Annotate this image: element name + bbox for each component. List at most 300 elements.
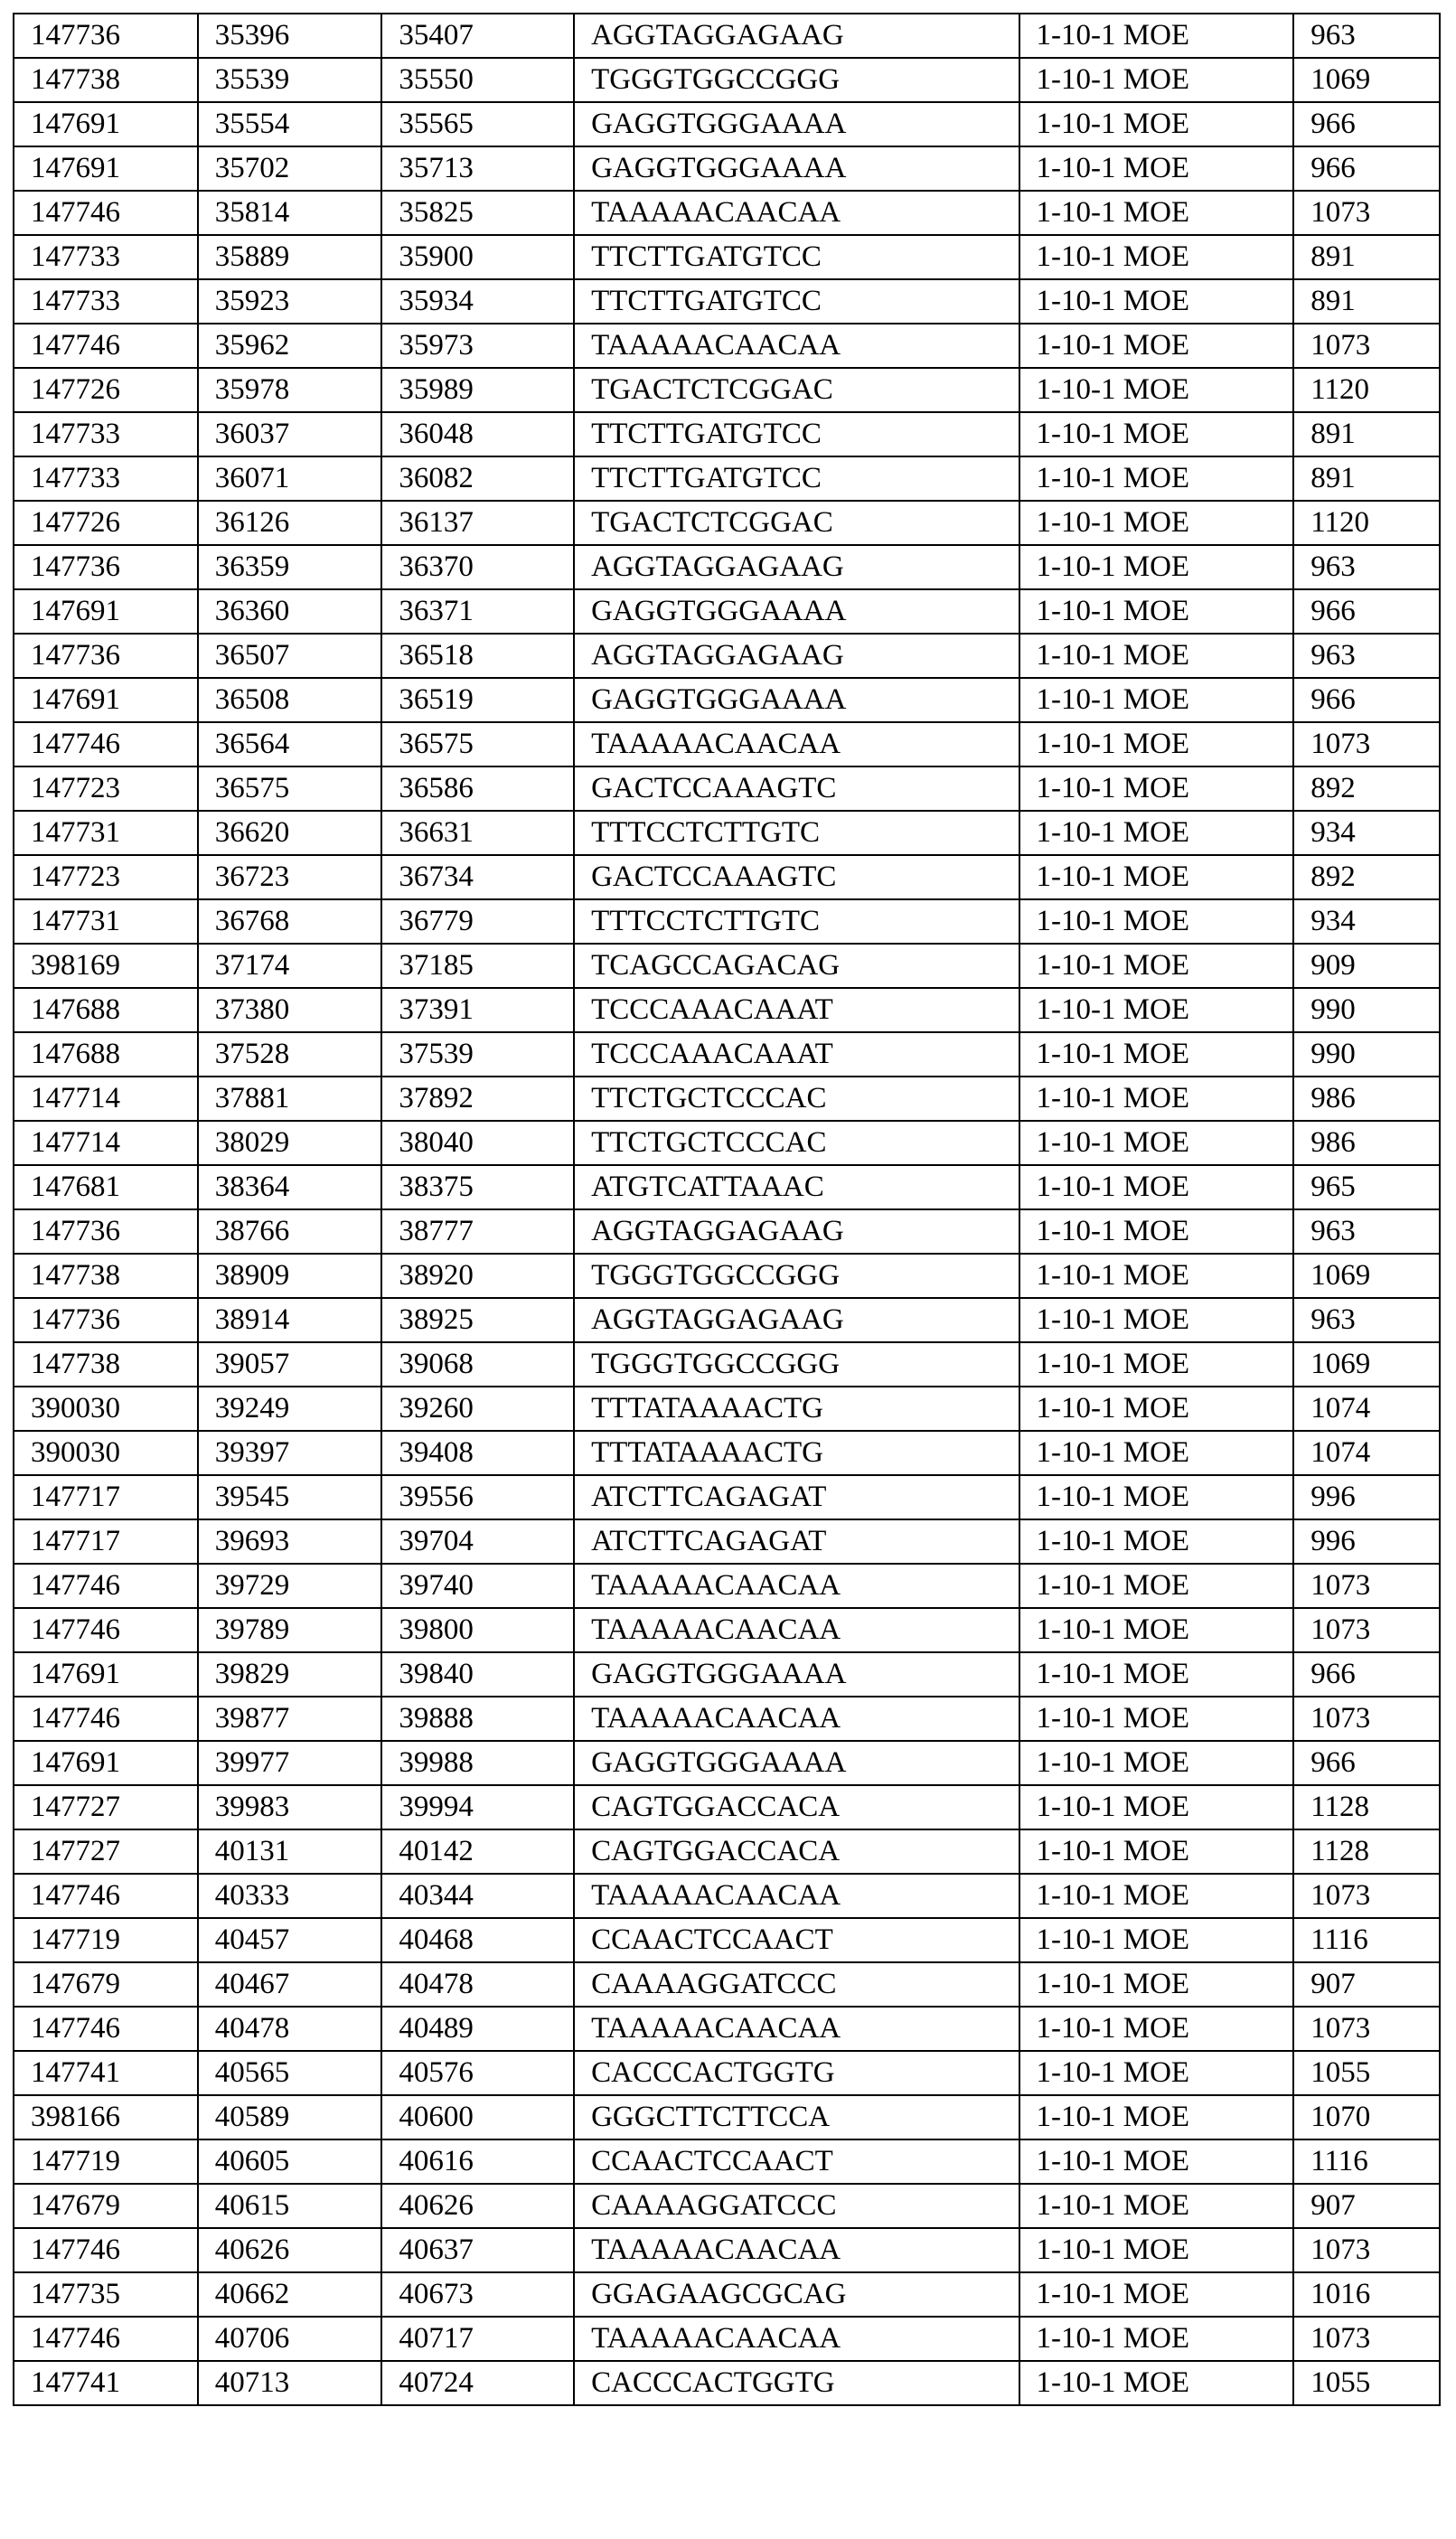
seq-id-cell: 1120 bbox=[1293, 368, 1440, 412]
seq-id-cell: 1055 bbox=[1293, 2361, 1440, 2405]
sequence-cell: TTTATAAAACTG bbox=[574, 1431, 1019, 1475]
stop-site-cell: 35713 bbox=[381, 146, 574, 191]
isis-number-cell: 147746 bbox=[14, 2007, 198, 2051]
table-row bbox=[14, 1652, 1440, 1697]
seq-id-cell: 1074 bbox=[1293, 1431, 1440, 1475]
motif-cell: 1-10-1 MOE bbox=[1019, 811, 1294, 855]
seq-id-cell: 1073 bbox=[1293, 2228, 1440, 2272]
isis-number-cell: 147717 bbox=[14, 1475, 198, 1519]
sequence-cell: GAGGTGGGAAAA bbox=[574, 1741, 1019, 1785]
table-row bbox=[14, 1298, 1440, 1342]
seq-id-cell: 1016 bbox=[1293, 2272, 1440, 2317]
isis-number-cell: 147727 bbox=[14, 1785, 198, 1829]
sequence-cell: CAAAAGGATCCC bbox=[574, 1962, 1019, 2007]
seq-id-cell: 1128 bbox=[1293, 1829, 1440, 1874]
table-row bbox=[14, 324, 1440, 368]
seq-id-cell: 907 bbox=[1293, 1962, 1440, 2007]
isis-number-cell: 398166 bbox=[14, 2095, 198, 2139]
isis-number-cell: 147746 bbox=[14, 1608, 198, 1652]
isis-number-cell: 147746 bbox=[14, 191, 198, 235]
stop-site-cell: 36586 bbox=[381, 766, 574, 811]
seq-id-cell: 1073 bbox=[1293, 191, 1440, 235]
stop-site-cell: 40673 bbox=[381, 2272, 574, 2317]
table-row bbox=[14, 899, 1440, 944]
seq-id-cell: 1069 bbox=[1293, 58, 1440, 102]
seq-id-cell: 1116 bbox=[1293, 2139, 1440, 2184]
seq-id-cell: 996 bbox=[1293, 1475, 1440, 1519]
table-row bbox=[14, 102, 1440, 146]
table-row bbox=[14, 191, 1440, 235]
isis-number-cell: 147746 bbox=[14, 324, 198, 368]
sequence-cell: AGGTAGGAGAAG bbox=[574, 545, 1019, 589]
motif-cell: 1-10-1 MOE bbox=[1019, 1785, 1294, 1829]
sequence-cell: CAGTGGACCACA bbox=[574, 1829, 1019, 1874]
motif-cell: 1-10-1 MOE bbox=[1019, 722, 1294, 766]
motif-cell: 1-10-1 MOE bbox=[1019, 2139, 1294, 2184]
stop-site-cell: 36371 bbox=[381, 589, 574, 634]
table-row bbox=[14, 235, 1440, 279]
sequence-cell: TGGGTGGCCGGG bbox=[574, 1342, 1019, 1387]
sequence-cell: GAGGTGGGAAAA bbox=[574, 678, 1019, 722]
start-site-cell: 36723 bbox=[198, 855, 382, 899]
sequence-cell: TTCTTGATGTCC bbox=[574, 456, 1019, 501]
seq-id-cell: 891 bbox=[1293, 456, 1440, 501]
isis-number-cell: 147691 bbox=[14, 1652, 198, 1697]
start-site-cell: 35889 bbox=[198, 235, 382, 279]
start-site-cell: 40662 bbox=[198, 2272, 382, 2317]
sequence-cell: CACCCACTGGTG bbox=[574, 2051, 1019, 2095]
isis-number-cell: 147733 bbox=[14, 412, 198, 456]
sequence-cell: TCCCAAACAAAT bbox=[574, 988, 1019, 1032]
start-site-cell: 35396 bbox=[198, 14, 382, 58]
isis-number-cell: 147731 bbox=[14, 811, 198, 855]
stop-site-cell: 36575 bbox=[381, 722, 574, 766]
motif-cell: 1-10-1 MOE bbox=[1019, 1608, 1294, 1652]
start-site-cell: 36768 bbox=[198, 899, 382, 944]
stop-site-cell: 38040 bbox=[381, 1121, 574, 1165]
stop-site-cell: 35565 bbox=[381, 102, 574, 146]
sequence-cell: TAAAAACAACAA bbox=[574, 2228, 1019, 2272]
start-site-cell: 38029 bbox=[198, 1121, 382, 1165]
isis-number-cell: 147691 bbox=[14, 678, 198, 722]
table-row bbox=[14, 1342, 1440, 1387]
motif-cell: 1-10-1 MOE bbox=[1019, 1165, 1294, 1209]
sequence-cell: TAAAAACAACAA bbox=[574, 2007, 1019, 2051]
table-row bbox=[14, 368, 1440, 412]
table-row bbox=[14, 1918, 1440, 1962]
stop-site-cell: 36518 bbox=[381, 634, 574, 678]
start-site-cell: 39729 bbox=[198, 1564, 382, 1608]
start-site-cell: 35962 bbox=[198, 324, 382, 368]
sequence-cell: TAAAAACAACAA bbox=[574, 722, 1019, 766]
motif-cell: 1-10-1 MOE bbox=[1019, 58, 1294, 102]
seq-id-cell: 966 bbox=[1293, 102, 1440, 146]
sequence-cell: GACTCCAAAGTC bbox=[574, 766, 1019, 811]
isis-number-cell: 147727 bbox=[14, 1829, 198, 1874]
motif-cell: 1-10-1 MOE bbox=[1019, 2317, 1294, 2361]
table-row bbox=[14, 545, 1440, 589]
motif-cell: 1-10-1 MOE bbox=[1019, 279, 1294, 324]
stop-site-cell: 39800 bbox=[381, 1608, 574, 1652]
isis-number-cell: 147736 bbox=[14, 14, 198, 58]
motif-cell: 1-10-1 MOE bbox=[1019, 1209, 1294, 1254]
stop-site-cell: 36137 bbox=[381, 501, 574, 545]
sequence-cell: TAAAAACAACAA bbox=[574, 324, 1019, 368]
seq-id-cell: 907 bbox=[1293, 2184, 1440, 2228]
table-row bbox=[14, 2272, 1440, 2317]
start-site-cell: 36564 bbox=[198, 722, 382, 766]
table-row bbox=[14, 1475, 1440, 1519]
isis-number-cell: 147679 bbox=[14, 2184, 198, 2228]
isis-number-cell: 147691 bbox=[14, 589, 198, 634]
start-site-cell: 39397 bbox=[198, 1431, 382, 1475]
start-site-cell: 39977 bbox=[198, 1741, 382, 1785]
table-row bbox=[14, 1874, 1440, 1918]
isis-number-cell: 147746 bbox=[14, 1564, 198, 1608]
start-site-cell: 40713 bbox=[198, 2361, 382, 2405]
table-row bbox=[14, 1962, 1440, 2007]
table-row bbox=[14, 146, 1440, 191]
motif-cell: 1-10-1 MOE bbox=[1019, 2361, 1294, 2405]
sequence-cell: GAGGTGGGAAAA bbox=[574, 146, 1019, 191]
sequence-cell: ATGTCATTAAAC bbox=[574, 1165, 1019, 1209]
seq-id-cell: 965 bbox=[1293, 1165, 1440, 1209]
seq-id-cell: 1073 bbox=[1293, 1874, 1440, 1918]
start-site-cell: 40333 bbox=[198, 1874, 382, 1918]
motif-cell: 1-10-1 MOE bbox=[1019, 2095, 1294, 2139]
sequence-cell: GAGGTGGGAAAA bbox=[574, 589, 1019, 634]
table-row bbox=[14, 1077, 1440, 1121]
seq-id-cell: 986 bbox=[1293, 1077, 1440, 1121]
table-row bbox=[14, 766, 1440, 811]
motif-cell: 1-10-1 MOE bbox=[1019, 899, 1294, 944]
motif-cell: 1-10-1 MOE bbox=[1019, 1475, 1294, 1519]
motif-cell: 1-10-1 MOE bbox=[1019, 944, 1294, 988]
start-site-cell: 40565 bbox=[198, 2051, 382, 2095]
stop-site-cell: 36519 bbox=[381, 678, 574, 722]
table-row bbox=[14, 1165, 1440, 1209]
stop-site-cell: 40478 bbox=[381, 1962, 574, 2007]
isis-number-cell: 147731 bbox=[14, 899, 198, 944]
start-site-cell: 36575 bbox=[198, 766, 382, 811]
start-site-cell: 36037 bbox=[198, 412, 382, 456]
stop-site-cell: 39260 bbox=[381, 1387, 574, 1431]
motif-cell: 1-10-1 MOE bbox=[1019, 412, 1294, 456]
sequence-cell: TAAAAACAACAA bbox=[574, 2317, 1019, 2361]
table-row bbox=[14, 988, 1440, 1032]
sequence-cell: TAAAAACAACAA bbox=[574, 1874, 1019, 1918]
start-site-cell: 40706 bbox=[198, 2317, 382, 2361]
stop-site-cell: 40616 bbox=[381, 2139, 574, 2184]
seq-id-cell: 891 bbox=[1293, 279, 1440, 324]
table-row bbox=[14, 58, 1440, 102]
start-site-cell: 35702 bbox=[198, 146, 382, 191]
sequence-cell: GGAGAAGCGCAG bbox=[574, 2272, 1019, 2317]
table-row bbox=[14, 1741, 1440, 1785]
isis-number-cell: 147736 bbox=[14, 1298, 198, 1342]
motif-cell: 1-10-1 MOE bbox=[1019, 1431, 1294, 1475]
stop-site-cell: 40468 bbox=[381, 1918, 574, 1962]
sequence-cell: TTCTTGATGTCC bbox=[574, 279, 1019, 324]
seq-id-cell: 1069 bbox=[1293, 1342, 1440, 1387]
isis-number-cell: 147717 bbox=[14, 1519, 198, 1564]
table-row bbox=[14, 1209, 1440, 1254]
motif-cell: 1-10-1 MOE bbox=[1019, 766, 1294, 811]
seq-id-cell: 1073 bbox=[1293, 1697, 1440, 1741]
seq-id-cell: 966 bbox=[1293, 146, 1440, 191]
motif-cell: 1-10-1 MOE bbox=[1019, 1519, 1294, 1564]
table-row bbox=[14, 944, 1440, 988]
motif-cell: 1-10-1 MOE bbox=[1019, 2272, 1294, 2317]
motif-cell: 1-10-1 MOE bbox=[1019, 1032, 1294, 1077]
stop-site-cell: 40600 bbox=[381, 2095, 574, 2139]
stop-site-cell: 39840 bbox=[381, 1652, 574, 1697]
isis-number-cell: 147741 bbox=[14, 2051, 198, 2095]
start-site-cell: 39545 bbox=[198, 1475, 382, 1519]
seq-id-cell: 966 bbox=[1293, 1652, 1440, 1697]
start-site-cell: 39249 bbox=[198, 1387, 382, 1431]
sequence-cell: TAAAAACAACAA bbox=[574, 1608, 1019, 1652]
start-site-cell: 38364 bbox=[198, 1165, 382, 1209]
table-row bbox=[14, 1785, 1440, 1829]
start-site-cell: 38914 bbox=[198, 1298, 382, 1342]
sequence-cell: TCCCAAACAAAT bbox=[574, 1032, 1019, 1077]
table-row bbox=[14, 2051, 1440, 2095]
sequence-cell: GAGGTGGGAAAA bbox=[574, 1652, 1019, 1697]
motif-cell: 1-10-1 MOE bbox=[1019, 1874, 1294, 1918]
table-row bbox=[14, 1121, 1440, 1165]
stop-site-cell: 40344 bbox=[381, 1874, 574, 1918]
stop-site-cell: 39556 bbox=[381, 1475, 574, 1519]
isis-number-cell: 398169 bbox=[14, 944, 198, 988]
isis-number-cell: 147738 bbox=[14, 1254, 198, 1298]
start-site-cell: 39877 bbox=[198, 1697, 382, 1741]
motif-cell: 1-10-1 MOE bbox=[1019, 2184, 1294, 2228]
sequence-cell: CACCCACTGGTG bbox=[574, 2361, 1019, 2405]
seq-id-cell: 891 bbox=[1293, 235, 1440, 279]
motif-cell: 1-10-1 MOE bbox=[1019, 678, 1294, 722]
table-row bbox=[14, 1564, 1440, 1608]
table-row bbox=[14, 2317, 1440, 2361]
stop-site-cell: 40637 bbox=[381, 2228, 574, 2272]
isis-number-cell: 147691 bbox=[14, 146, 198, 191]
stop-site-cell: 35550 bbox=[381, 58, 574, 102]
sequence-cell: TGACTCTCGGAC bbox=[574, 368, 1019, 412]
table-row bbox=[14, 2184, 1440, 2228]
seq-id-cell: 1069 bbox=[1293, 1254, 1440, 1298]
isis-number-cell: 147714 bbox=[14, 1121, 198, 1165]
seq-id-cell: 1055 bbox=[1293, 2051, 1440, 2095]
isis-number-cell: 147746 bbox=[14, 722, 198, 766]
stop-site-cell: 38777 bbox=[381, 1209, 574, 1254]
seq-id-cell: 963 bbox=[1293, 14, 1440, 58]
table-row bbox=[14, 1387, 1440, 1431]
sequence-cell: TGGGTGGCCGGG bbox=[574, 1254, 1019, 1298]
sequence-cell: TAAAAACAACAA bbox=[574, 191, 1019, 235]
isis-number-cell: 147726 bbox=[14, 501, 198, 545]
isis-number-cell: 147738 bbox=[14, 1342, 198, 1387]
stop-site-cell: 39068 bbox=[381, 1342, 574, 1387]
stop-site-cell: 38375 bbox=[381, 1165, 574, 1209]
motif-cell: 1-10-1 MOE bbox=[1019, 988, 1294, 1032]
motif-cell: 1-10-1 MOE bbox=[1019, 1298, 1294, 1342]
table-row bbox=[14, 1431, 1440, 1475]
isis-number-cell: 147735 bbox=[14, 2272, 198, 2317]
table-body bbox=[14, 14, 1440, 2405]
motif-cell: 1-10-1 MOE bbox=[1019, 102, 1294, 146]
start-site-cell: 39829 bbox=[198, 1652, 382, 1697]
isis-number-cell: 147723 bbox=[14, 855, 198, 899]
start-site-cell: 37528 bbox=[198, 1032, 382, 1077]
sequence-cell: AGGTAGGAGAAG bbox=[574, 1209, 1019, 1254]
table-row bbox=[14, 855, 1440, 899]
stop-site-cell: 39704 bbox=[381, 1519, 574, 1564]
table-row bbox=[14, 2095, 1440, 2139]
stop-site-cell: 36734 bbox=[381, 855, 574, 899]
isis-number-cell: 147723 bbox=[14, 766, 198, 811]
table-row bbox=[14, 279, 1440, 324]
isis-number-cell: 147733 bbox=[14, 456, 198, 501]
isis-number-cell: 147681 bbox=[14, 1165, 198, 1209]
motif-cell: 1-10-1 MOE bbox=[1019, 1697, 1294, 1741]
stop-site-cell: 35825 bbox=[381, 191, 574, 235]
start-site-cell: 39789 bbox=[198, 1608, 382, 1652]
sequence-cell: TGACTCTCGGAC bbox=[574, 501, 1019, 545]
seq-id-cell: 1128 bbox=[1293, 1785, 1440, 1829]
seq-id-cell: 1073 bbox=[1293, 1608, 1440, 1652]
stop-site-cell: 35989 bbox=[381, 368, 574, 412]
start-site-cell: 40478 bbox=[198, 2007, 382, 2051]
motif-cell: 1-10-1 MOE bbox=[1019, 1254, 1294, 1298]
seq-id-cell: 963 bbox=[1293, 1298, 1440, 1342]
isis-number-cell: 147733 bbox=[14, 279, 198, 324]
motif-cell: 1-10-1 MOE bbox=[1019, 324, 1294, 368]
start-site-cell: 37174 bbox=[198, 944, 382, 988]
stop-site-cell: 40489 bbox=[381, 2007, 574, 2051]
stop-site-cell: 40626 bbox=[381, 2184, 574, 2228]
stop-site-cell: 37892 bbox=[381, 1077, 574, 1121]
start-site-cell: 36620 bbox=[198, 811, 382, 855]
stop-site-cell: 39888 bbox=[381, 1697, 574, 1741]
sequence-cell: TTTCCTCTTGTC bbox=[574, 899, 1019, 944]
sequence-cell: TGGGTGGCCGGG bbox=[574, 58, 1019, 102]
stop-site-cell: 39408 bbox=[381, 1431, 574, 1475]
motif-cell: 1-10-1 MOE bbox=[1019, 2007, 1294, 2051]
sequence-cell: CCAACTCCAACT bbox=[574, 2139, 1019, 2184]
sequence-cell: TTCTGCTCCCAC bbox=[574, 1121, 1019, 1165]
isis-number-cell: 147688 bbox=[14, 988, 198, 1032]
start-site-cell: 38909 bbox=[198, 1254, 382, 1298]
start-site-cell: 35978 bbox=[198, 368, 382, 412]
motif-cell: 1-10-1 MOE bbox=[1019, 1741, 1294, 1785]
start-site-cell: 35923 bbox=[198, 279, 382, 324]
table-row bbox=[14, 2007, 1440, 2051]
seq-id-cell: 1116 bbox=[1293, 1918, 1440, 1962]
isis-number-cell: 390030 bbox=[14, 1431, 198, 1475]
start-site-cell: 40605 bbox=[198, 2139, 382, 2184]
sequence-cell: TTCTGCTCCCAC bbox=[574, 1077, 1019, 1121]
table-row bbox=[14, 634, 1440, 678]
stop-site-cell: 40576 bbox=[381, 2051, 574, 2095]
seq-id-cell: 1070 bbox=[1293, 2095, 1440, 2139]
table-row bbox=[14, 589, 1440, 634]
isis-number-cell: 147691 bbox=[14, 102, 198, 146]
isis-number-cell: 147691 bbox=[14, 1741, 198, 1785]
start-site-cell: 40589 bbox=[198, 2095, 382, 2139]
motif-cell: 1-10-1 MOE bbox=[1019, 14, 1294, 58]
motif-cell: 1-10-1 MOE bbox=[1019, 2051, 1294, 2095]
stop-site-cell: 39994 bbox=[381, 1785, 574, 1829]
sequence-cell: TAAAAACAACAA bbox=[574, 1564, 1019, 1608]
stop-site-cell: 35900 bbox=[381, 235, 574, 279]
seq-id-cell: 986 bbox=[1293, 1121, 1440, 1165]
start-site-cell: 40457 bbox=[198, 1918, 382, 1962]
motif-cell: 1-10-1 MOE bbox=[1019, 634, 1294, 678]
start-site-cell: 40467 bbox=[198, 1962, 382, 2007]
isis-number-cell: 147736 bbox=[14, 545, 198, 589]
seq-id-cell: 909 bbox=[1293, 944, 1440, 988]
start-site-cell: 37380 bbox=[198, 988, 382, 1032]
sequence-cell: TAAAAACAACAA bbox=[574, 1697, 1019, 1741]
isis-number-cell: 147741 bbox=[14, 2361, 198, 2405]
table-row bbox=[14, 678, 1440, 722]
stop-site-cell: 40717 bbox=[381, 2317, 574, 2361]
sequence-cell: AGGTAGGAGAAG bbox=[574, 14, 1019, 58]
sequence-cell: ATCTTCAGAGAT bbox=[574, 1519, 1019, 1564]
start-site-cell: 40615 bbox=[198, 2184, 382, 2228]
stop-site-cell: 38920 bbox=[381, 1254, 574, 1298]
seq-id-cell: 892 bbox=[1293, 766, 1440, 811]
isis-number-cell: 147719 bbox=[14, 1918, 198, 1962]
motif-cell: 1-10-1 MOE bbox=[1019, 191, 1294, 235]
stop-site-cell: 35407 bbox=[381, 14, 574, 58]
seq-id-cell: 963 bbox=[1293, 634, 1440, 678]
seq-id-cell: 1073 bbox=[1293, 324, 1440, 368]
isis-number-cell: 147714 bbox=[14, 1077, 198, 1121]
seq-id-cell: 966 bbox=[1293, 678, 1440, 722]
isis-number-cell: 147726 bbox=[14, 368, 198, 412]
sequence-cell: GACTCCAAAGTC bbox=[574, 855, 1019, 899]
isis-number-cell: 147733 bbox=[14, 235, 198, 279]
table-row bbox=[14, 1519, 1440, 1564]
stop-site-cell: 36779 bbox=[381, 899, 574, 944]
seq-id-cell: 1120 bbox=[1293, 501, 1440, 545]
start-site-cell: 36360 bbox=[198, 589, 382, 634]
motif-cell: 1-10-1 MOE bbox=[1019, 1652, 1294, 1697]
table-row bbox=[14, 1829, 1440, 1874]
motif-cell: 1-10-1 MOE bbox=[1019, 1918, 1294, 1962]
isis-number-cell: 390030 bbox=[14, 1387, 198, 1431]
seq-id-cell: 891 bbox=[1293, 412, 1440, 456]
start-site-cell: 39983 bbox=[198, 1785, 382, 1829]
start-site-cell: 40131 bbox=[198, 1829, 382, 1874]
seq-id-cell: 1073 bbox=[1293, 722, 1440, 766]
isis-number-cell: 147679 bbox=[14, 1962, 198, 2007]
motif-cell: 1-10-1 MOE bbox=[1019, 1121, 1294, 1165]
seq-id-cell: 934 bbox=[1293, 811, 1440, 855]
isis-number-cell: 147746 bbox=[14, 2228, 198, 2272]
isis-number-cell: 147746 bbox=[14, 2317, 198, 2361]
start-site-cell: 39057 bbox=[198, 1342, 382, 1387]
motif-cell: 1-10-1 MOE bbox=[1019, 589, 1294, 634]
motif-cell: 1-10-1 MOE bbox=[1019, 1962, 1294, 2007]
motif-cell: 1-10-1 MOE bbox=[1019, 545, 1294, 589]
isis-number-cell: 147746 bbox=[14, 1874, 198, 1918]
table-row bbox=[14, 1608, 1440, 1652]
seq-id-cell: 990 bbox=[1293, 1032, 1440, 1077]
sequence-cell: CCAACTCCAACT bbox=[574, 1918, 1019, 1962]
start-site-cell: 36507 bbox=[198, 634, 382, 678]
